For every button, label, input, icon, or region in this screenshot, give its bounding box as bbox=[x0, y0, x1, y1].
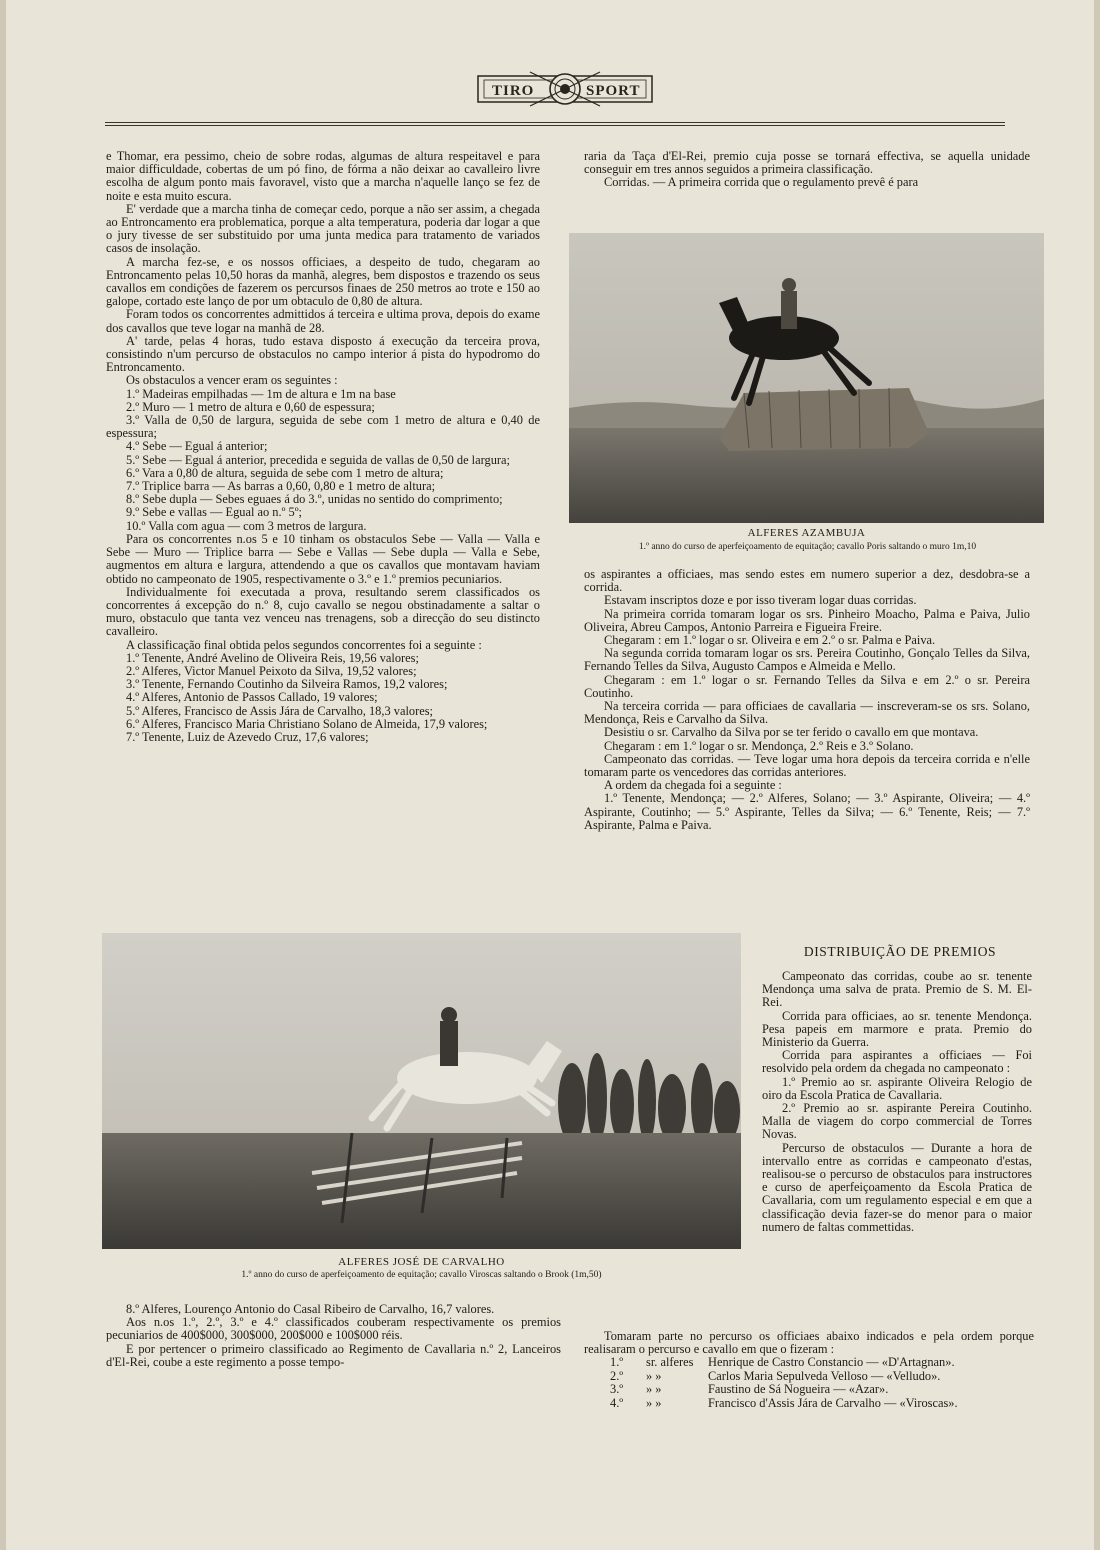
photo-top-caption-title: ALFERES AZAMBUJA bbox=[747, 527, 866, 539]
participant-row bbox=[584, 1356, 958, 1369]
classification-item: 1.º Tenente, André Avelino de Oliveira Reis, 19,56 valores; bbox=[126, 650, 419, 665]
participant-number: 3.º bbox=[610, 1382, 624, 1397]
participant-number: 1.º bbox=[610, 1355, 624, 1370]
photo-bottom-caption-sub: 1.º anno do curso de aperfeiçoamento de equitação; cavallo Viroscas saltando o Brook (1m,50) bbox=[241, 1270, 602, 1280]
paragraph: Corrida para officiaes, ao sr. tenente Mendonça. Pesa papeis em marmore e prata. Premio do Ministerio da Guerra. bbox=[762, 1008, 1032, 1050]
paragraph: Corrida para aspirantes a officiaes — Foi resolvido pela ordem da chegada no campeonato : bbox=[762, 1048, 1032, 1076]
paragraph: Na terceira corrida — para officiaes de cavallaria — inscreveram-se os srs. Solano, Mendonça, Reis e Carvalho da Silva. bbox=[584, 699, 1030, 727]
classification-item: 6.º Alferes, Francisco Maria Christiano Solano de Almeida, 17,9 valores; bbox=[126, 716, 488, 731]
right-middle-text bbox=[584, 568, 1030, 832]
svg-text:TIRO: TIRO bbox=[492, 83, 535, 99]
paragraph: A marcha fez-se, e os nossos officiaes, a despeito de tudo, chegaram ao Entroncamento pelas 10,50 horas da manhã, alegres, bem dispostos e trazendo os seus cavallos em condições de fazerem os percursos finaes de 250 metros ao trote e 150 ao galope, cortado este lanço de por um obtaculo de 0,80 de altura. bbox=[106, 254, 540, 309]
right-top-text bbox=[584, 150, 1030, 190]
photo-top-caption-sub: 1.º anno do curso de aperfeiçoamento de equitação; cavallo Poris saltando o muro 1m,10 bbox=[638, 542, 977, 552]
obstacle-item: 5.º Sebe — Egual á anterior, precedida e seguida de vallas de 0,50 de largura; bbox=[126, 452, 510, 467]
classification-item: 3.º Tenente, Fernando Coutinho da Silveira Ramos, 19,2 valores; bbox=[126, 677, 448, 692]
participant-name: Francisco d'Assis Jára de Carvalho — «Viroscas». bbox=[708, 1395, 958, 1410]
participant-rank: sr. alferes bbox=[646, 1355, 694, 1370]
obstacle-item: 6.º Vara a 0,80 de altura, seguida de sebe com 1 metro de altura; bbox=[126, 465, 444, 480]
header-rule bbox=[105, 122, 1005, 123]
prizes-text bbox=[762, 970, 1032, 1234]
paragraph: Na primeira corrida tomaram logar os srs. Pinheiro Moacho, Palma e Paiva, Julio Oliveira, Abreu Campos, Antonio Parreira e Figueira Freire. bbox=[584, 606, 1030, 634]
paragraph: Aos n.os 1.º, 2.º, 3.º e 4.º classificados couberam respectivamente os premios pecuniarios de 400$000, 300$000, 200$000 e 100$000 réis. bbox=[106, 1315, 561, 1343]
paragraph: raria da Taça d'El-Rei, premio cuja posse se tornará effectiva, se aquella unidade conseguir em tres annos seguidos a primeira classificação. bbox=[584, 149, 1030, 177]
paragraph: A' tarde, pelas 4 horas, tudo estava disposto á execução da terceira prova, consistindo n'um percurso de obstaculos no campo interior á pista do hypodromo do Entroncamento. bbox=[106, 333, 540, 375]
obstacle-item: 3.º Valla de 0,50 de largura, seguida de sebe com 1 metro de altura e 0,40 de espessura; bbox=[106, 413, 540, 441]
paragraph: Os obstaculos a vencer eram os seguintes : bbox=[126, 373, 338, 388]
paragraph: Chegaram : em 1.º logar o sr. Fernando Telles da Silva e em 2.º o sr. Pereira Coutinho. bbox=[584, 672, 1030, 700]
paragraph: 1.º Tenente, Mendonça; — 2.º Alferes, Solano; — 3.º Aspirante, Oliveira; — 4.º Aspirante, Coutinho; — 5.º Aspirante, Telles da Silva; — 6.º Tenente, Reis; — 7.º Aspirante, Palma e Paiva. bbox=[584, 791, 1030, 832]
participant-row bbox=[584, 1370, 958, 1383]
paragraph: Tomaram parte no percurso os officiaes abaixo indicados e pela ordem porque realisaram o percurso e cavallo em que o fizeram : bbox=[584, 1329, 1034, 1357]
paragraph: 2.º Premio ao sr. aspirante Pereira Coutinho. Malla de viagem do corpo commercial de Torres Novas. bbox=[762, 1101, 1032, 1142]
classification-item: 2.º Alferes, Victor Manuel Peixoto da Silva, 19,52 valores; bbox=[126, 663, 417, 678]
obstacle-item: 8.º Sebe dupla — Sebes eguaes á do 3.º, unidas no sentido do comprimento; bbox=[126, 492, 503, 507]
paragraph: Percurso de obstaculos — Durante a hora de intervallo entre as corridas e campeonato d'estas, realisou-se o percurso de obstaculos para instructores e curso de aperfeiçoamento da Escola Pratica de Cavallaria, com um regulamento especial e em que a classificação devia fazer-se do menor para o maior numero de faltas commettidas. bbox=[762, 1140, 1032, 1234]
paragraph: Estavam inscriptos doze e por isso tiveram logar duas corridas. bbox=[604, 593, 917, 608]
header-rule-thin bbox=[105, 125, 1005, 126]
obstacle-item: 4.º Sebe — Egual á anterior; bbox=[126, 439, 268, 454]
page-edge-right bbox=[1094, 0, 1100, 1550]
photo-alferes-jose-de-carvalho bbox=[102, 933, 741, 1249]
bottom-right-text bbox=[584, 1330, 1034, 1410]
paragraph: Para os concorrentes n.os 5 e 10 tinham os obstaculos Sebe — Valla — Valla e Sebe — Muro — Triplice barra — Sebe e Vallas — Sebe dupla — Valla e Sebe, augmentos em altura e largura, attendendo a que os cavallos que montavam haviam obtido no campeonato de 1905, respectivamente o 3.º e 1.º premios pecuniarios. bbox=[106, 531, 540, 586]
paragraph: os aspirantes a officiaes, mas sendo estes em numero superior a dez, desdobra-se a corrida. bbox=[584, 567, 1030, 595]
participant-name: Carlos Maria Sepulveda Velloso — «Velludo». bbox=[708, 1368, 941, 1383]
participant-number: 4.º bbox=[610, 1395, 624, 1410]
paragraph: A classificação final obtida pelos segundos concorrentes foi a seguinte : bbox=[126, 637, 482, 652]
paragraph: Desistiu o sr. Carvalho da Silva por se ter ferido o cavallo em que montava. bbox=[604, 725, 979, 740]
participant-name: Faustino de Sá Nogueira — «Azar». bbox=[708, 1382, 889, 1397]
participant-rank: » » bbox=[646, 1382, 662, 1397]
paragraph: 1.º Premio ao sr. aspirante Oliveira Relogio de oiro da Escola Pratica de Cavallaria. bbox=[762, 1074, 1032, 1102]
participant-rank: » » bbox=[646, 1395, 662, 1410]
paragraph: Chegaram : em 1.º logar o sr. Mendonça, 2.º Reis e 3.º Solano. bbox=[604, 738, 914, 753]
participant-rank: » » bbox=[646, 1368, 662, 1383]
classification-item: 7.º Tenente, Luiz de Azevedo Cruz, 17,6 valores; bbox=[126, 729, 369, 744]
paragraph: 8.º Alferes, Lourenço Antonio do Casal Ribeiro de Carvalho, 16,7 valores. bbox=[126, 1302, 495, 1316]
participant-name: Henrique de Castro Constancio — «D'Artagnan». bbox=[708, 1355, 955, 1370]
masthead-logo bbox=[470, 66, 660, 112]
obstacle-item: 10.º Valla com agua — com 3 metros de largura. bbox=[126, 518, 367, 533]
obstacle-item: 2.º Muro — 1 metro de altura e 0,60 de espessura; bbox=[126, 399, 375, 414]
paragraph: E por pertencer o primeiro classificado ao Regimento de Cavallaria n.º 2, Lanceiros d'El-Rei, coube a este regimento a posse tempo- bbox=[106, 1341, 561, 1369]
bottom-left-text bbox=[106, 1303, 561, 1369]
obstacle-item: 9.º Sebe e vallas — Egual ao n.º 5º; bbox=[126, 505, 303, 520]
photo-alferes-azambuja bbox=[569, 233, 1044, 523]
paragraph: Na segunda corrida tomaram logar os srs. Pereira Coutinho, Gonçalo Telles da Silva, Fernando Telles da Silva, Augusto Campos e Almeida e Mello. bbox=[584, 646, 1030, 674]
paragraph: Individualmente foi executada a prova, resultando serem classificados os concorrentes á excepção do n.º 8, cujo cavallo se negou obstinadamente a saltar o muro, obstaculo que tanta vez venceu nas trenagens, sob a direcção do seu distincto cavalleiro. bbox=[106, 584, 540, 639]
participants-list bbox=[584, 1356, 958, 1410]
paragraph: Chegaram : em 1.º logar o sr. Oliveira e em 2.º o sr. Palma e Paiva. bbox=[604, 633, 936, 648]
participant-row bbox=[584, 1383, 958, 1396]
page-edge-left bbox=[0, 0, 6, 1550]
classification-item: 4.º Alferes, Antonio de Passos Callado, 19 valores; bbox=[126, 690, 378, 705]
photo-bottom-caption-title: ALFERES JOSÉ DE CARVALHO bbox=[338, 1256, 505, 1268]
participant-row bbox=[584, 1397, 958, 1410]
paragraph: Campeonato das corridas, coube ao sr. tenente Mendonça uma salva de prata. Premio de S. M. El-Rei. bbox=[762, 969, 1032, 1010]
participant-number: 2.º bbox=[610, 1368, 624, 1383]
obstacle-item: 1.º Madeiras empilhadas — 1m de altura e 1m na base bbox=[126, 386, 396, 401]
paragraph: E' verdade que a marcha tinha de começar cedo, porque a não ser assim, a chegada ao Entroncamento era problematica, porque a alta temperatura, poderia dar logar a que o jury tivesse de ser substituido por uma junta medica para tratamento de variados casos de insolação. bbox=[106, 201, 540, 256]
obstacle-item: 7.º Triplice barra — As barras a 0,60, 0,80 e 1 metro de altura; bbox=[126, 479, 436, 494]
classification-item: 5.º Alferes, Francisco de Assis Jára de Carvalho, 18,3 valores; bbox=[126, 703, 433, 718]
svg-text:SPORT: SPORT bbox=[586, 83, 641, 99]
paragraph: Campeonato das corridas. — Teve logar uma hora depois da terceira corrida e n'elle tomaram parte os vencedores das corridas anteriores. bbox=[584, 751, 1030, 780]
paragraph: e Thomar, era pessimo, cheio de sobre rodas, algumas de altura respeitavel e para maior difficuldade, cobertas de um pó fino, de fórma a não deixar ao cavalleiro livre escolha de algum ponto mais favoravel, visto que a marcha n'aquelle lanço se fez de noite e esta muito escura. bbox=[106, 149, 540, 203]
paragraph: Foram todos os concorrentes admittidos á terceira e ultima prova, depois do exame dos cavallos que teve logar na manhã de 28. bbox=[106, 307, 540, 335]
prizes-heading: DISTRIBUIÇÃO DE PREMIOS bbox=[803, 944, 997, 959]
left-column bbox=[106, 150, 540, 744]
paragraph: Corridas. — A primeira corrida que o regulamento prevê é para bbox=[604, 175, 919, 190]
paragraph: A ordem da chegada foi a seguinte : bbox=[604, 778, 782, 793]
